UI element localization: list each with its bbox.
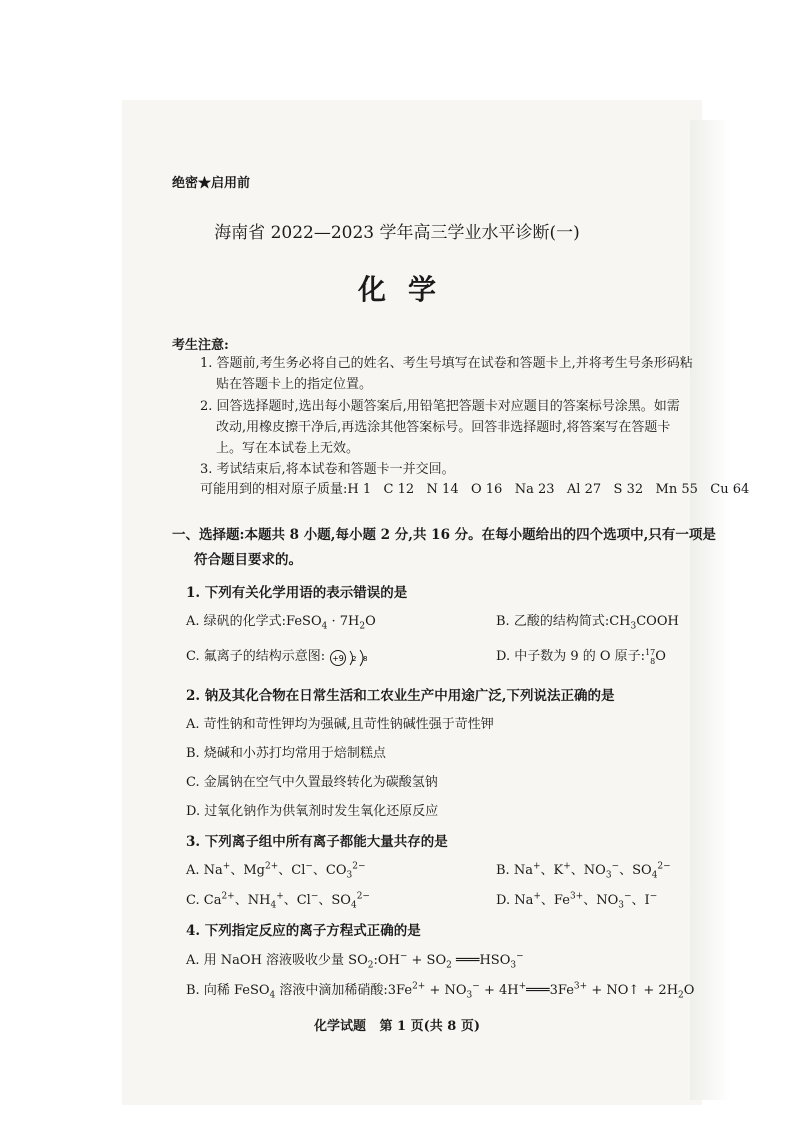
question-1-stem: 1. 下列有关化学用语的表示错误的是 xyxy=(186,585,408,601)
relative-atomic-masses: 可能用到的相对原子质量:H 1 C 12 N 14 O 16 Na 23 Al 27 S 32 Mn 55 Cu 64 xyxy=(200,482,750,497)
q2-option-b: B. 烧碱和小苏打均常用于焙制糕点 xyxy=(186,746,386,761)
subject-title: 化学 xyxy=(357,273,458,306)
svg-text:2: 2 xyxy=(352,654,357,663)
q1-option-c: C. 氟离子的结构示意图: +9 2 8 xyxy=(186,645,377,666)
q1-option-d: D. 中子数为 9 的 O 原子:17 8O xyxy=(496,647,666,666)
q4-option-a: A. 用 NaOH 溶液吸收少量 $SO_2:OH^- + SO_2$ $═══HSO_3^-$ xyxy=(186,951,524,971)
q2-option-d: D. 过氧化钠作为供氧剂时发生氧化还原反应 xyxy=(186,804,439,819)
q3-option-d: D. Na+、$Fe^{3+}$、$NO_3^-$、I− xyxy=(496,891,658,911)
note-3: 3. 考试结束后,将本试卷和答题卡一并交回。 xyxy=(200,462,455,477)
q2-option-c: C. 金属钠在空气中久置最终转化为碳酸氢钠 xyxy=(186,775,438,790)
question-2-stem: 2. 钠及其化合物在日常生活和工农业生产中用途广泛,下列说法正确的是 xyxy=(186,688,615,704)
question-4-stem: 4. 下列指定反应的离子方程式正确的是 xyxy=(186,923,421,939)
svg-text:8: 8 xyxy=(363,654,368,663)
atom-nucleus-charge: +9 xyxy=(332,653,345,663)
q3-option-c: C. $Ca^{2+}$、$NH_4^+$、Cl−、$SO_4^{2-}$ xyxy=(186,891,370,911)
section-1-heading xyxy=(172,523,716,573)
q4-option-b: B. 向稀 FeSO$_4$ 溶液中滴加稀硝酸$:3Fe^{2+} + NO_3^-$ + $4H^+═══3Fe^{3+}$ + NO↑ + $2H_2O$ xyxy=(186,981,695,1001)
q3-option-b: B. Na+、K+、$NO_3^-$、$SO_4^{2-}$ xyxy=(496,861,671,881)
note-2-line-3: 上。写在本试卷上无效。 xyxy=(216,441,360,456)
note-1-line-2: 贴在答题卡上的指定位置。 xyxy=(216,377,373,392)
q1-option-a: A. 绿矾的化学式:FeSO$_4$ · $7H_2O$ xyxy=(186,614,376,632)
note-2-line-1: 2. 回答选择题时,选出每小题答案后,用铅笔把答题卡对应题目的答案标号涂黑。如需 xyxy=(200,399,680,414)
page-footer: 化学试题 第 1 页(共 8 页) xyxy=(313,1019,481,1034)
note-1-line-1: 1. 答题前,考生务必将自己的姓名、考生号填写在试卷和答题卡上,并将考生号条形码粘 xyxy=(200,356,693,371)
fluoride-ion-structure-diagram xyxy=(329,648,377,666)
q3-option-a: A. Na+、$Mg^{2+}$、Cl−、$CO_3^{2-}$ xyxy=(186,861,366,881)
question-3-stem: 3. 下列离子组中所有离子都能大量共存的是 xyxy=(186,834,448,850)
confidential-label: 绝密★启用前 xyxy=(172,176,251,191)
notes-heading: 考生注意: xyxy=(172,338,229,353)
q1-option-b: B. 乙酸的结构简式$:CH_3COOH$ xyxy=(496,614,679,632)
section-1-line-1: 一、选择题:本题共 8 小题,每小题 2 分,共 16 分。在每小题给出的四个选项中,只有一项是 xyxy=(172,527,716,543)
section-1-line-2: 符合题目要求的。 xyxy=(194,552,302,568)
note-2-line-2: 改动,用橡皮擦干净后,再选涂其他答案标号。回答非选择题时,将答案写在答题卡 xyxy=(216,420,671,435)
exam-title: 海南省 2022—2023 学年高三学业水平诊断(一) xyxy=(214,223,580,243)
q2-option-a: A. 苛性钠和苛性钾均为强碱,且苛性钠碱性强于苛性钾 xyxy=(186,717,494,732)
